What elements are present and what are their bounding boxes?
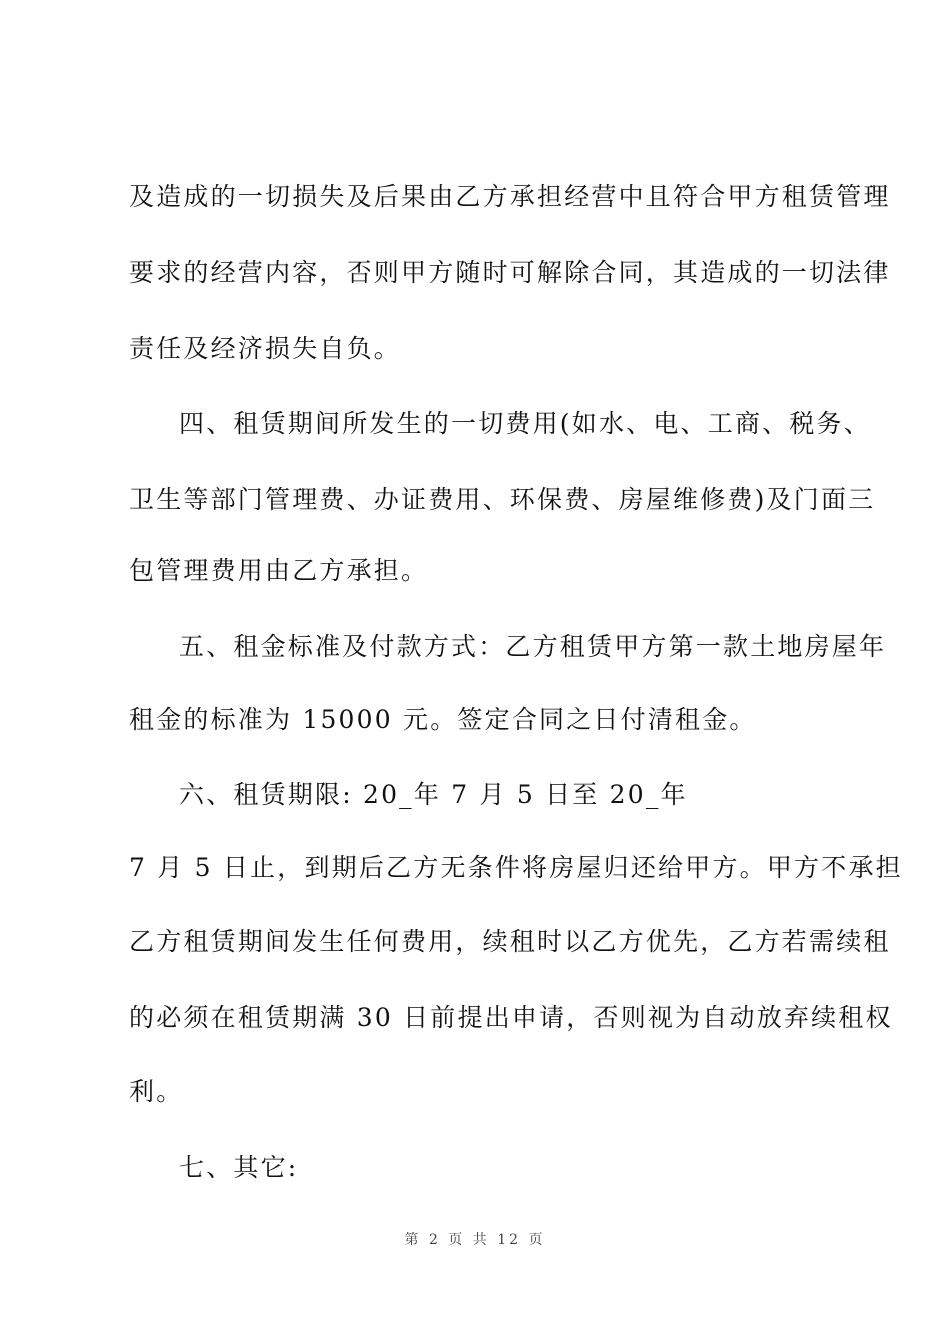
paragraph-four-start: 四、租赁期间所发生的一切费用(如水、电、工商、税务、 <box>179 409 871 438</box>
paragraph-six-start: 六、租赁期限: 20_年 7 月 5 日至 20_年 <box>179 780 688 809</box>
paragraph-seven-start: 七、其它: <box>179 1153 299 1182</box>
paragraph-five-start: 五、租金标准及付款方式：乙方租赁甲方第一款土地房屋年 <box>179 632 887 661</box>
text-line: 的必须在租赁期满 30 日前提出申请，否则视为自动放弃续租权 <box>129 1003 893 1032</box>
text-line: 及造成的一切损失及后果由乙方承担经营中且符合甲方租赁管理 <box>129 182 891 211</box>
page-number-footer: 第 2 页 共 12 页 <box>404 1232 546 1248</box>
text-line: 要求的经营内容，否则甲方随时可解除合同，其造成的一切法律 <box>129 258 891 287</box>
text-line: 乙方租赁期间发生任何费用，续租时以乙方优先，乙方若需续租 <box>129 927 891 956</box>
text-line: 7 月 5 日止，到期后乙方无条件将房屋归还给甲方。甲方不承担 <box>129 853 903 882</box>
text-line: 包管理费用由乙方承担。 <box>129 556 429 585</box>
text-line: 责任及经济损失自负。 <box>129 334 402 363</box>
text-line: 卫生等部门管理费、办证费用、环保费、房屋维修费)及门面三 <box>129 485 876 514</box>
text-line: 利。 <box>129 1077 184 1106</box>
text-line: 租金的标准为 15000 元。签定合同之日付清租金。 <box>129 705 757 734</box>
